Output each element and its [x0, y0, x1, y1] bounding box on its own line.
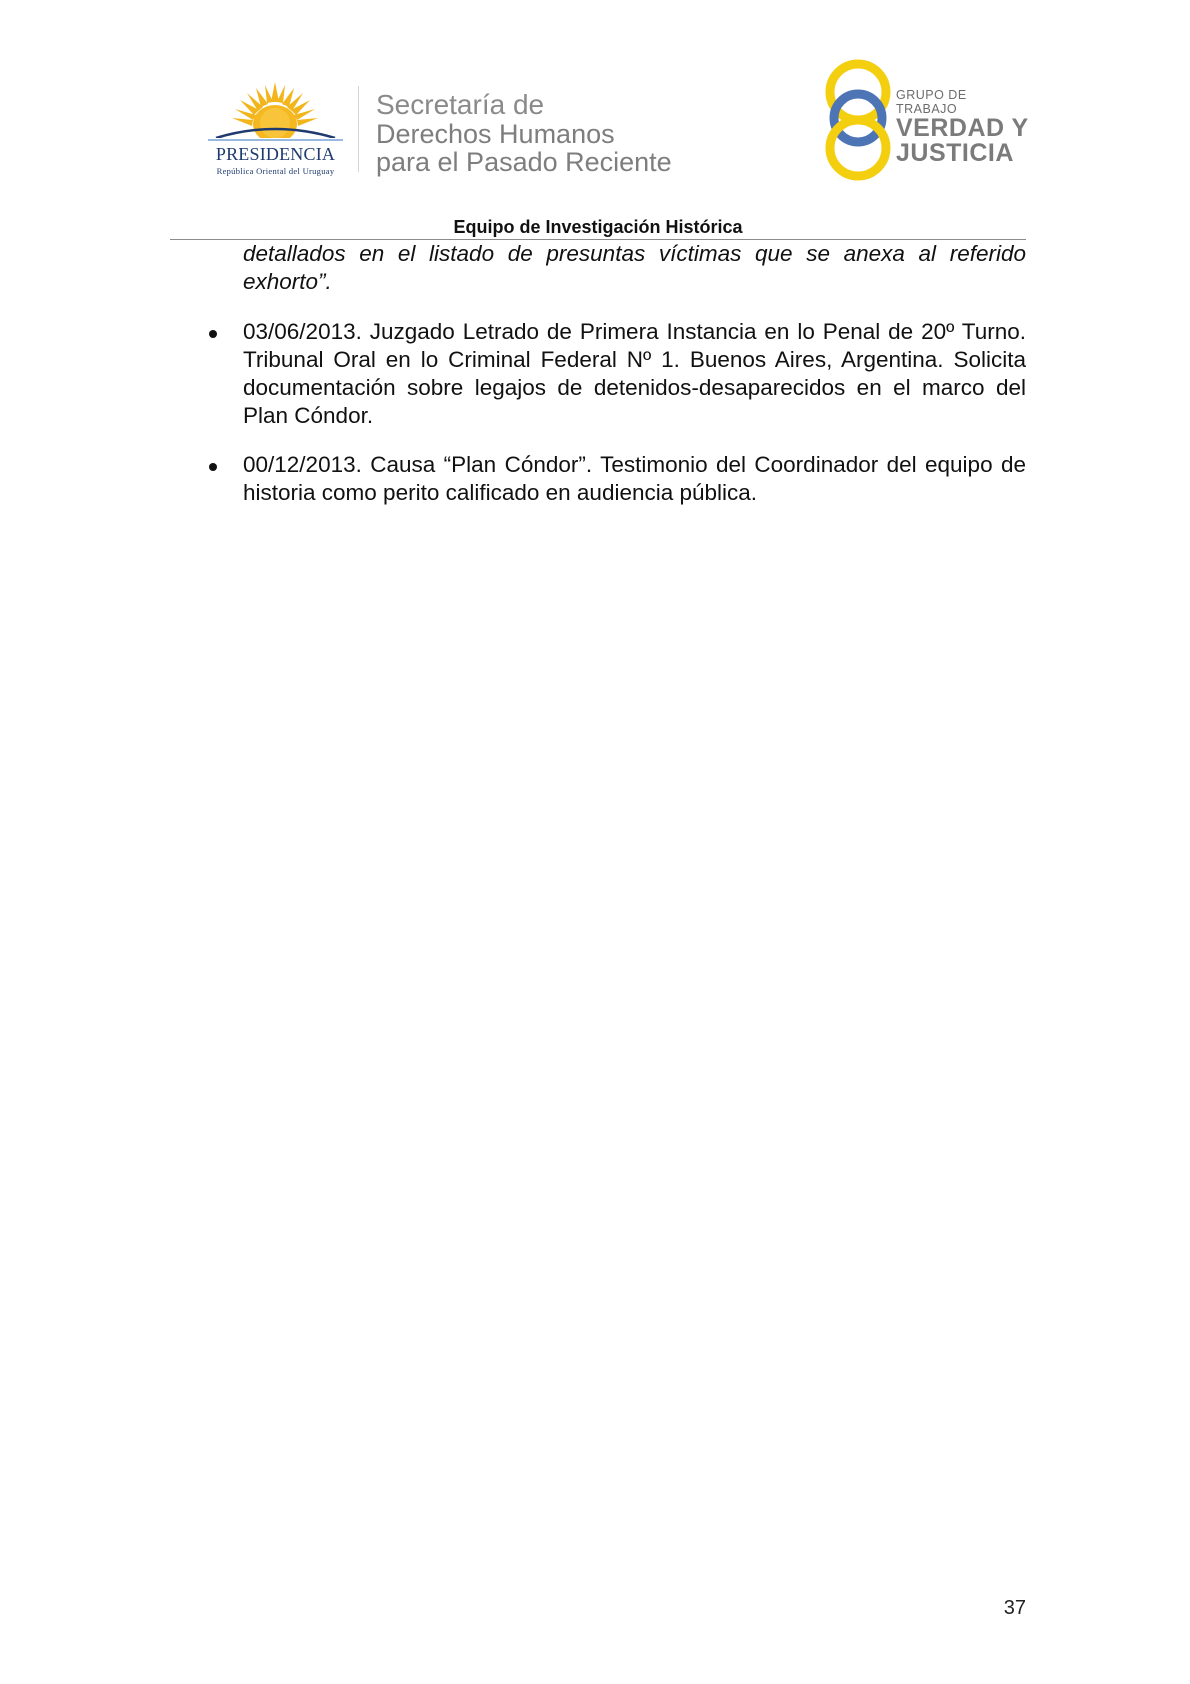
presidencia-subtitle: República Oriental del Uruguay	[216, 166, 335, 176]
list-item	[243, 318, 1026, 430]
secretaria-line-3: para el Pasado Reciente	[376, 147, 672, 177]
verdad-justicia-logo	[820, 56, 1030, 184]
list-item-text: 00/12/2013. Causa “Plan Cóndor”. Testimonio del Coordinador del equipo de historia como perito calificado en audiencia pública.	[243, 452, 1026, 505]
logo-divider	[358, 86, 359, 172]
list-item	[243, 451, 1026, 507]
page-number: 37	[1003, 1597, 1026, 1619]
bullet-icon	[209, 330, 217, 338]
justicia-label: JUSTICIA	[896, 139, 1014, 167]
presidencia-logo	[198, 80, 353, 180]
continuation-text: detallados en el listado de presuntas víctimas que se anexa al referido exhorto”.	[243, 241, 1026, 294]
secretaria-line-2: Derechos Humanos	[376, 119, 615, 149]
list-item-text: 03/06/2013. Juzgado Letrado de Primera Instancia en lo Penal de 20º Turno. Tribunal Oral en lo Criminal Federal Nº 1. Buenos Aires, Argentina. Solicita documentación sobre legajos de detenidos-desaparecidos en el marco del Plan Cóndor.	[243, 319, 1026, 428]
interlocking-rings-icon	[820, 56, 896, 184]
sun-of-may-icon	[198, 80, 353, 146]
secretaria-line-1: Secretaría de	[376, 89, 545, 120]
verdad-label: VERDAD Y	[896, 114, 1029, 142]
secretaria-logo-text	[376, 90, 672, 176]
continuation-paragraph	[243, 240, 1026, 296]
presidencia-wordmark: PRESIDENCIA	[215, 144, 336, 164]
running-header-title: Equipo de Investigación Histórica	[453, 217, 743, 237]
bullet-icon	[209, 463, 217, 471]
verdad-justicia-text	[896, 88, 1030, 166]
grupo-trabajo-label: GRUPO DE TRABAJO	[896, 88, 967, 116]
